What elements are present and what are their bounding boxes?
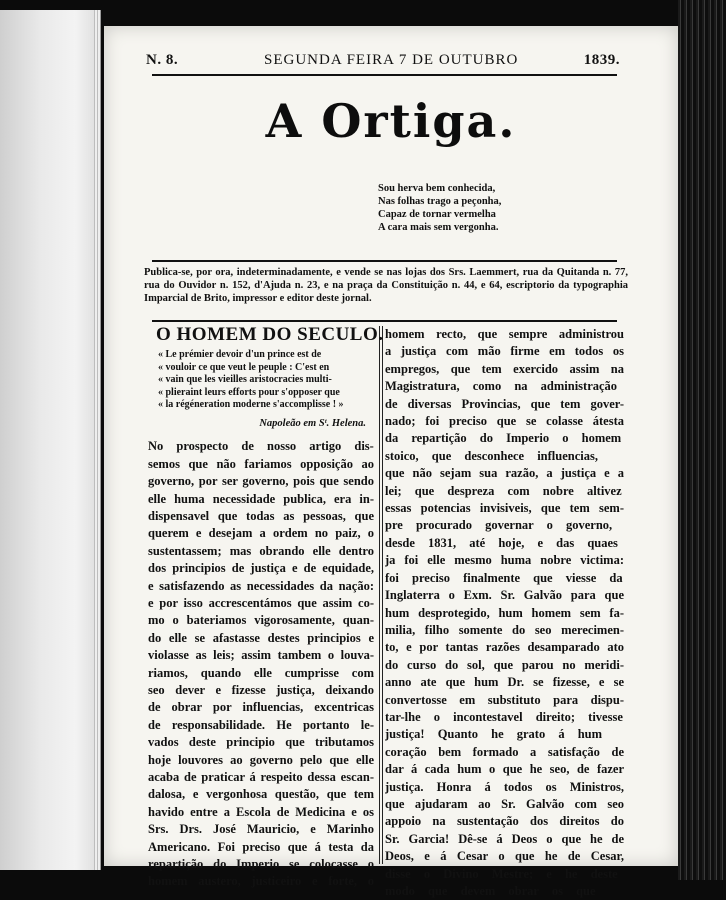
book-right-edge [678, 0, 726, 880]
text-line: No prospecto de nosso artigo dis- [148, 439, 374, 454]
text-line: do elle se afastasse destes principios e [148, 630, 374, 645]
text-line: e satisfazendo as necessidades da nação: [148, 578, 374, 593]
text-line: mo o bateriamos vigorosamente, quan- [148, 613, 374, 628]
quote-line: « vain que les vieilles aristocracies multi- [158, 374, 332, 386]
column-divider [382, 326, 383, 864]
article-quote [148, 349, 374, 412]
text-line: Deos, e á Cesar o que he de Cesar, [385, 849, 624, 864]
newspaper-page [104, 26, 678, 898]
text-line: justiça! Quanto he grato á hum [385, 727, 603, 742]
text-line: semos que não fariamos opposição ao [148, 456, 374, 471]
text-line: que ajudaram ao Sr. Galvão com seo [385, 796, 624, 811]
text-line: havido entre a Escola de Medicina e os [148, 804, 374, 819]
epigraph [378, 182, 558, 234]
text-line: coração bem formado a satisfação de [385, 744, 624, 759]
article-headline: O HOMEM DO SECULO. [156, 324, 384, 345]
issue-number: N. 8. [146, 52, 179, 68]
text-line: pre procurado governar o governo, [385, 518, 613, 533]
left-column-text [148, 438, 374, 891]
text-line: homem austero, justiceiro e forte, o [148, 874, 374, 889]
issue-date: SEGUNDA FEIRA 7 DE OUTUBRO [264, 52, 519, 68]
text-line: a justiça com mão firme em todos os [385, 344, 624, 359]
text-line: anno ate que hum Dr. se fizesse, e se [385, 675, 624, 690]
article-right-column [385, 326, 624, 900]
text-line: stoico, que desconhece influencias, [385, 448, 598, 463]
text-line: dalosa, e vergonhosa questão, que tem [148, 787, 374, 802]
right-column-text [385, 326, 624, 900]
text-line: foi preciso finalmente que viesse da [385, 570, 623, 585]
quote-line: « Le prémier devoir d'un prince est de [158, 349, 322, 361]
text-line: de obrar por influencias, excentricas [148, 700, 374, 715]
text-line: justiça. Honra á todos os Ministros, [385, 779, 624, 794]
text-line: vados deste principio que tributamos [148, 735, 374, 750]
text-line: hoje louvores ao governo pelo que elle [148, 752, 374, 767]
text-line: e por isso accrescentámos que assim co- [148, 595, 374, 610]
text-line: nado; foi preciso que se colasse átesta [385, 414, 624, 429]
newspaper-title: A Ortiga. [265, 94, 517, 148]
epigraph-line: Nas folhas trago a peçonha, [378, 196, 502, 207]
text-line: dispensavel que todas as pessoas, que [148, 508, 374, 523]
text-line: empregos, que tem exercido assim na [385, 361, 624, 376]
text-line: seo dever e fizesse justiça, deixando [148, 683, 374, 697]
notice-top-rule [152, 260, 617, 262]
text-line: appoio na sustentação dos direitos do [385, 814, 624, 829]
notice-bottom-rule [152, 320, 617, 322]
column-divider [379, 326, 380, 864]
issue-year: 1839. [583, 52, 620, 68]
text-line: de diversas Provincias, que tem gover- [385, 396, 624, 411]
text-line: to, e por tantas razões desamparado ato [385, 640, 624, 655]
text-line: convertosse em substituto para dispu- [385, 692, 624, 707]
epigraph-line: Capaz de tornar vermelha [378, 209, 496, 220]
text-line: ja foi elle mesmo huma nobre victima: [385, 553, 624, 568]
text-line: dar á cada hum o que he seo, de fazer [385, 762, 624, 777]
text-line: repartição do Imperio se colocasse o [148, 857, 374, 872]
text-line: tar-lhe o incontestavel direito; tivesse [385, 709, 623, 724]
epigraph-line: A cara mais sem vergonha. [378, 222, 499, 233]
text-line: elle huma necessidade publica, era in- [148, 491, 374, 506]
text-line: sustentassem; mas obrando elle dentro [148, 543, 374, 558]
text-line: da repartição do Imperio o homem [385, 431, 622, 446]
book-left-pages [0, 10, 101, 870]
issue-header [146, 52, 620, 72]
text-line: lei; que despreza com nobre altivez [385, 483, 622, 498]
text-line: dos principios de justiça e de equidade, [148, 561, 374, 576]
text-line: violasse as leis; assim tambem o louva- [148, 648, 374, 663]
text-line: desde 1831, até hoje, e das quaes [385, 535, 618, 550]
text-line: disse o Divino Mestre; e he deste [385, 866, 618, 881]
publication-notice: Publica-se, por ora, indeterminadamente, e vende se nas lojas dos Srs. Laemmert, rua da Quitanda n. 77, rua do Ouvidor n. 152, d'Ajuda n. 23, e na praça da Constituição n. 44, e 64, escriptorio da typographia Imparcial de Brito, impressor e editor deste jornal. [144, 267, 628, 304]
text-line: Sr. Garcia! Dê-se á Deos o que he de [385, 831, 624, 846]
text-line: Srs. Drs. José Mauricio, e Marinho [148, 822, 374, 837]
text-line: Inglaterra o Exm. Sr. Galvão para que [385, 588, 624, 603]
text-line: riamos, quando elle cumprisse com [148, 665, 374, 680]
text-line: acaba de praticar á respeito dessa escan- [148, 770, 374, 785]
quote-line: « vouloir ce que veut le peuple : C'est en [158, 361, 330, 373]
text-line: Americano. Foi preciso que á testa da [148, 839, 374, 854]
text-line: essas potencias invisiveis, que tem sem- [385, 501, 624, 516]
text-line: hum desprotegido, hum homem sem fa- [385, 605, 624, 620]
quote-attribution: Napoleão em Sᵗ. Helena. [259, 417, 366, 429]
text-line: governo, por ser governo, pois que sendo [148, 474, 374, 489]
text-line: milia, filho somente do seo merecimen- [385, 622, 624, 637]
quote-line: « plieraint leurs efforts pour s'opposer que [158, 386, 340, 398]
text-line: modo que devem obrar os que [385, 884, 596, 898]
text-line: Magistratura, como na administração [385, 379, 618, 394]
epigraph-line: Sou herva bem conhecida, [378, 183, 496, 194]
text-line: do curso do sol, que parou no meridi- [385, 657, 624, 672]
text-line: homem recto, que sempre administrou [385, 327, 624, 341]
header-rule [152, 74, 617, 76]
text-line: querem e desejam a ordem no paiz, o [148, 526, 374, 541]
text-line: que não sejam sua razão, a justiça e a [385, 466, 624, 481]
quote-line: « la régéneration moderne s'accomplisse ! » [158, 399, 344, 411]
article-left-column [148, 324, 384, 891]
text-line: de responsabilidade. He portanto le- [148, 717, 374, 732]
